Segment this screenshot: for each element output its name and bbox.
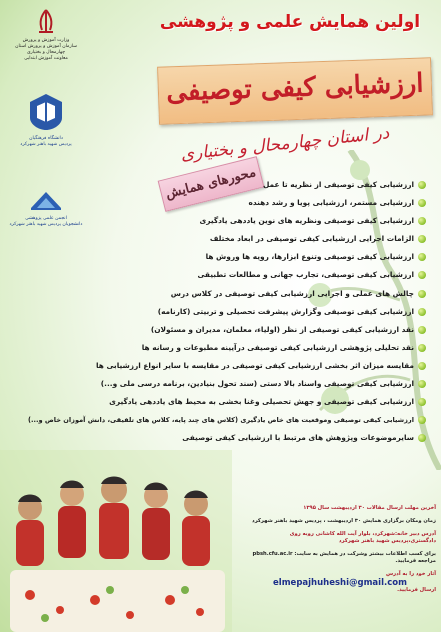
list-item — [88, 398, 426, 407]
topic-text: ارزشیابی کیفی توصیفی وموقعیت های خاص یادگیری (کلاس های چند پایه، کلاس های تلفیقی، دانش آموزان خاص و...) — [27, 416, 414, 425]
sponsor-line: سازمان آموزش و پرورش استان چهارمحال و بختیاری — [15, 44, 77, 55]
topic-text: مقایسه میزان اثر بخشی ارزشیابی کیفی توصیفی در مقایسه با سایر انواع ارزشیابی ها — [95, 360, 414, 370]
sponsor-line: وزارت آموزش و پرورش — [22, 38, 70, 43]
list-item — [88, 380, 426, 389]
green-bullet-icon — [418, 326, 426, 334]
topic-text: ارزشیابی کیفی توصیفی، تجارب جهانی و مطالعات تطبیقی — [197, 270, 414, 280]
website-note: برای کسب اطلاعات بیشتر وشرکت در همایش به سایت: pbsh.cfu.ac.ir مراجعه فرمایید. — [252, 551, 436, 564]
sponsor-line: پردیس شهید باهنر شهرکرد — [20, 142, 72, 147]
green-bullet-icon — [418, 344, 426, 352]
send-note: ارسال فرمایید. — [397, 587, 436, 593]
list-item — [88, 271, 426, 280]
farhangian-university-logo-icon — [28, 92, 64, 132]
list-item — [88, 308, 426, 317]
topic-text: ارزشیابی مستمر، ارزشیابی پویا و رشد دهنده — [248, 198, 414, 208]
green-bullet-icon — [418, 235, 426, 243]
axes-label: محورهای همایش — [164, 165, 258, 202]
topic-text: چالش های عملی و اجرایی ارزشیابی کیفی توصیفی در کلاس درس — [170, 288, 414, 298]
green-bullet-icon — [418, 253, 426, 261]
deadline-text: آخرین مهلت ارسال مقالات ۳۰ اردیبهشت سال ۱۳۹۵ — [303, 505, 436, 511]
topic-text: ارزشیابی کیفی توصیفی ونظریه های نوین یاددهی یادگیری — [199, 216, 414, 226]
list-item — [27, 416, 426, 425]
students-photo — [0, 450, 232, 632]
topic-text: سایرموضوعات وپژوهش های مرتبط با ارزشیابی کیفی توصیفی — [182, 433, 414, 443]
topic-text: ارزشیابی کیفی توصیفی وتنوع ابزارها، رویه ها وروش ها — [205, 252, 414, 262]
green-bullet-icon — [418, 290, 426, 298]
list-item — [88, 199, 426, 208]
topic-text: نقد ارزشیابی کیفی توصیفی از نظر (اولیاء، معلمان، مدیران و مسئولان) — [150, 324, 414, 334]
ministry-sponsor — [6, 8, 86, 62]
venue-time-text: زمان ومکان برگزاری همایش ۳۰ اردیبهشت ، پردیس شهید باهنر شهرکرد — [252, 518, 436, 524]
green-bullet-icon — [418, 199, 426, 207]
info-panel — [244, 505, 436, 594]
topic-text: ارزشیابی کیفی توصیفی از نظریه تا عمل — [262, 180, 414, 189]
list-item — [88, 326, 426, 335]
list-item — [88, 181, 426, 190]
topic-text: نقد تحلیلی پژوهشی ارزشیابی کیفی توصیفی درآیینه مطبوعات و رسانه ها — [141, 342, 414, 352]
sponsor-line: دانشگاه فرهنگیان — [29, 136, 63, 141]
sponsor-line: دانشجویان پردیس شهید باهنر شهرکرد — [9, 222, 83, 227]
conference-title: اولین همایش علمی و پژوهشی — [159, 12, 421, 32]
green-bullet-icon — [418, 217, 426, 225]
list-item — [88, 217, 426, 226]
topic-text: الزامات اجرایی ارزشیابی کیفی توصیفی در ابعاد مختلف — [209, 234, 414, 244]
email-note: آثار خود را به آدرس — [386, 571, 436, 577]
list-item — [88, 235, 426, 244]
green-bullet-icon — [418, 380, 426, 388]
sponsor-column — [0, 0, 88, 250]
iran-emblem-icon — [35, 8, 57, 34]
banner-title: ارزشیابی کیفی توصیفی — [165, 68, 425, 108]
association-sponsor — [6, 188, 86, 228]
list-item — [88, 362, 426, 371]
list-item — [88, 434, 426, 443]
list-item — [88, 344, 426, 353]
topic-banner — [157, 57, 433, 125]
sponsor-line: معاونت آموزش ابتدایی — [24, 56, 68, 61]
topic-text: ارزشیابی کیفی توصیفی واسناد بالا دستی (سند تحول بنیادین، برنامه درسی ملی و...) — [100, 379, 414, 389]
green-bullet-icon — [418, 398, 426, 406]
list-item — [88, 253, 426, 262]
topic-text: ارزشیابی کیفی توصیفی و جهش تحصیلی وغنا بخشی به محیط های یاددهی یادگیری — [109, 397, 414, 407]
green-bullet-icon — [418, 308, 426, 316]
green-bullet-icon — [418, 434, 426, 442]
list-item — [88, 290, 426, 299]
address-text: آدرس دبیر خانه:شهرکرد، بلوار آیت الله کاشانی روبه روی دادگستری،پردیس شهید باهنر شهرکرد — [289, 531, 436, 544]
sponsor-line: انجمن علمی پژوهشی — [25, 216, 67, 221]
association-logo-icon — [29, 188, 63, 212]
university-sponsor — [6, 92, 86, 148]
email-link[interactable]: elmepajhuheshi@gmail.com — [273, 578, 407, 588]
topic-text: ارزشیابی کیفی توصیفی وگزارش پیشرفت تحصیلی و تربیتی (کارنامه) — [157, 306, 414, 316]
green-bullet-icon — [418, 416, 426, 424]
green-bullet-icon — [418, 181, 426, 189]
green-bullet-icon — [418, 271, 426, 279]
green-bullet-icon — [418, 362, 426, 370]
province-subtitle: در استان چهارمحال و بختیاری — [179, 123, 391, 165]
